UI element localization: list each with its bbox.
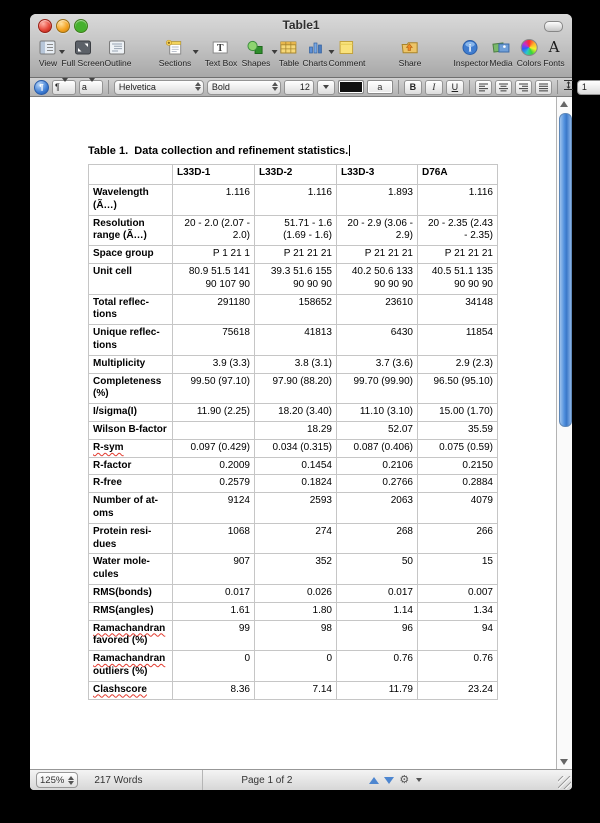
cell-value[interactable]: 1.14 [337, 602, 418, 620]
toolbar-fonts-button[interactable]: A Fonts [543, 38, 565, 68]
colors-icon [521, 38, 538, 57]
row-label[interactable]: Completeness (%) [89, 373, 173, 404]
cell-value[interactable]: 40.5 51.1 135 90 90 90 [418, 263, 498, 294]
cell-value[interactable]: 1.116 [418, 185, 498, 216]
cell-value[interactable]: 39.3 51.6 155 90 90 90 [255, 263, 337, 294]
bold-button[interactable]: B [404, 80, 422, 95]
toolbar-inspector-button[interactable]: i Inspector [454, 38, 489, 68]
table-row [89, 475, 498, 493]
table-row [89, 584, 498, 602]
table-row [89, 620, 498, 651]
align-right-icon [518, 82, 529, 92]
toolbar-charts-button[interactable]: Charts [302, 38, 327, 68]
cell-value[interactable]: 15 [418, 554, 498, 585]
cell-value[interactable]: 291180 [173, 294, 255, 325]
cell-value[interactable]: 3.7 (3.6) [337, 355, 418, 373]
cell-value[interactable]: 0.017 [337, 584, 418, 602]
cell-value[interactable]: 99.50 (97.10) [173, 373, 255, 404]
cell-value[interactable]: 0.026 [255, 584, 337, 602]
cell-value[interactable]: 1.61 [173, 602, 255, 620]
arrow-down-icon [560, 759, 568, 765]
align-left-button[interactable] [475, 80, 492, 95]
cell-value[interactable]: 18.29 [255, 421, 337, 439]
row-label[interactable]: Clashscore [89, 681, 173, 699]
column-header[interactable]: L33D-2 [255, 165, 337, 185]
stats-table-body [89, 185, 498, 700]
cell-value[interactable]: 2063 [337, 493, 418, 524]
fullscreen-icon [73, 38, 93, 57]
resize-grip[interactable] [558, 776, 571, 789]
fonts-icon: A [548, 38, 560, 56]
row-label[interactable]: Unique reflec-tions [89, 325, 173, 356]
toolbar-sections-button[interactable]: Sections [159, 38, 192, 68]
table-row [89, 493, 498, 524]
media-icon [491, 38, 511, 57]
toolbar-table-button[interactable]: Table [279, 38, 299, 68]
align-right-button[interactable] [515, 80, 532, 95]
titlebar[interactable] [30, 14, 572, 36]
svg-text:i: i [469, 43, 472, 55]
table-row [89, 439, 498, 457]
cell-value[interactable]: 0.097 (0.429) [173, 439, 255, 457]
scrollbar-thumb[interactable] [559, 113, 572, 427]
cell-value[interactable]: 20 - 2.0 (2.07 - 2.0) [173, 215, 255, 246]
cell-value[interactable]: 3.8 (3.1) [255, 355, 337, 373]
cell-value[interactable]: P 1 21 1 [173, 246, 255, 264]
cell-value[interactable]: 0.075 (0.59) [418, 439, 498, 457]
row-label[interactable]: R-free [89, 475, 173, 493]
cell-value[interactable]: 907 [173, 554, 255, 585]
column-header[interactable]: L33D-3 [337, 165, 418, 185]
status-bar [30, 769, 572, 790]
table-row [89, 185, 498, 216]
cell-value[interactable]: 96.50 (95.10) [418, 373, 498, 404]
cell-value[interactable]: 0.2009 [173, 457, 255, 475]
text-color-well[interactable] [338, 80, 364, 94]
toolbar-media-button[interactable]: Media [489, 38, 512, 68]
cell-value[interactable] [173, 421, 255, 439]
paragraph-styles-button[interactable]: ¶ [34, 80, 49, 95]
cell-value[interactable]: 0.2150 [418, 457, 498, 475]
row-label[interactable]: Multiplicity [89, 355, 173, 373]
cell-value[interactable]: 1.80 [255, 602, 337, 620]
table-row [89, 263, 498, 294]
cell-value[interactable]: 50 [337, 554, 418, 585]
cell-value[interactable]: 1.116 [255, 185, 337, 216]
cell-value[interactable]: 9124 [173, 493, 255, 524]
cell-value[interactable]: 1.893 [337, 185, 418, 216]
row-label[interactable]: Space group [89, 246, 173, 264]
line-spacing-icon [563, 78, 574, 96]
row-label[interactable]: Ramachandran favored (%) [89, 620, 173, 651]
gear-icon[interactable]: ⚙ [399, 773, 410, 786]
cell-value[interactable]: 20 - 2.9 (3.06 - 2.9) [337, 215, 418, 246]
cell-value[interactable]: 158652 [255, 294, 337, 325]
cell-value[interactable]: 11.79 [337, 681, 418, 699]
row-label[interactable]: I/sigma(I) [89, 404, 173, 422]
cell-value[interactable]: 8.36 [173, 681, 255, 699]
chevron-down-icon [323, 85, 329, 89]
table-header-row [89, 165, 498, 185]
underline-button[interactable]: U [446, 80, 464, 95]
stats-table [88, 164, 498, 700]
outline-icon [108, 38, 128, 57]
column-header[interactable]: L33D-1 [173, 165, 255, 185]
sections-icon [165, 38, 185, 57]
cell-value[interactable]: 266 [418, 523, 498, 554]
table-row [89, 457, 498, 475]
table-row [89, 523, 498, 554]
cell-value[interactable]: 0.007 [418, 584, 498, 602]
toolbar-comment-button[interactable]: Comment [329, 38, 366, 68]
toolbar-colors-button[interactable]: Colors [517, 38, 542, 68]
table-row [89, 373, 498, 404]
cell-value[interactable]: 11854 [418, 325, 498, 356]
cell-value[interactable]: 94 [418, 620, 498, 651]
pages-window [30, 14, 587, 790]
cell-value[interactable]: 274 [255, 523, 337, 554]
table-caption[interactable]: Table 1. Data collection and refinement statistics. [88, 145, 349, 157]
chevron-down-icon [62, 82, 73, 92]
cell-value[interactable]: 0.1824 [255, 475, 337, 493]
chevron-down-icon [416, 778, 422, 782]
font-family-select[interactable]: Helvetica [114, 80, 204, 95]
toolbar-view-button[interactable]: View [38, 38, 58, 68]
scroll-up-button[interactable] [557, 98, 571, 110]
row-label[interactable]: R-factor [89, 457, 173, 475]
chevron-down-icon [271, 50, 277, 54]
cell-value[interactable]: 52.07 [337, 421, 418, 439]
charts-icon [305, 38, 325, 57]
table-row [89, 404, 498, 422]
zoom-control[interactable]: 125% [36, 772, 78, 788]
cell-value[interactable]: 1.34 [418, 602, 498, 620]
toolbar-outline-button[interactable]: Outline [105, 38, 132, 68]
cell-value[interactable]: 34148 [418, 294, 498, 325]
svg-text:T: T [217, 43, 224, 54]
row-label[interactable]: Ramachandran outliers (%) [89, 651, 173, 682]
table-row [89, 602, 498, 620]
align-justify-button[interactable] [535, 80, 552, 95]
toolbar-shapes-button[interactable]: Shapes [242, 38, 271, 68]
stepper-icon [195, 82, 201, 91]
inspector-icon [461, 38, 481, 57]
cell-value[interactable]: 80.9 51.5 141 90 107 90 [173, 263, 255, 294]
cell-value[interactable]: 1068 [173, 523, 255, 554]
font-style-select[interactable]: Bold [207, 80, 281, 95]
align-center-button[interactable] [495, 80, 512, 95]
format-bar [30, 78, 587, 97]
font-size-input[interactable]: 12 [284, 80, 314, 95]
chevron-down-icon [89, 82, 100, 92]
cell-value[interactable]: 0.1454 [255, 457, 337, 475]
cell-value[interactable]: 0.2766 [337, 475, 418, 493]
row-label[interactable]: Total reflec-tions [89, 294, 173, 325]
cell-value[interactable]: 40.2 50.6 133 90 90 90 [337, 263, 418, 294]
cell-value[interactable]: 7.14 [255, 681, 337, 699]
vertical-scrollbar[interactable] [556, 97, 572, 769]
font-size-dropdown[interactable] [317, 80, 335, 95]
comment-icon [337, 38, 357, 57]
align-left-icon [478, 82, 489, 92]
cell-value[interactable]: 41813 [255, 325, 337, 356]
row-label[interactable]: RMS(bonds) [89, 584, 173, 602]
view-icon [38, 38, 58, 57]
cell-value[interactable]: 0.2106 [337, 457, 418, 475]
cell-value[interactable]: 51.71 - 1.6 (1.69 - 1.6) [255, 215, 337, 246]
table-row [89, 294, 498, 325]
text-cursor [349, 145, 350, 156]
cell-value[interactable]: 15.00 (1.70) [418, 404, 498, 422]
row-label[interactable]: Number of at-oms [89, 493, 173, 524]
arrow-up-icon [560, 101, 568, 107]
row-label[interactable]: Unit cell [89, 263, 173, 294]
align-center-icon [498, 82, 509, 92]
cell-value[interactable]: 97.90 (88.20) [255, 373, 337, 404]
cell-value[interactable]: 4079 [418, 493, 498, 524]
cell-value[interactable]: 11.90 (2.25) [173, 404, 255, 422]
cell-value[interactable]: 0.76 [418, 651, 498, 682]
cell-value[interactable]: P 21 21 21 [337, 246, 418, 264]
cell-value[interactable]: 35.59 [418, 421, 498, 439]
cell-value[interactable]: 20 - 2.35 (2.43 - 2.35) [418, 215, 498, 246]
row-label[interactable]: RMS(angles) [89, 602, 173, 620]
toolbar [30, 36, 572, 77]
share-icon [400, 38, 420, 57]
table-icon [279, 38, 299, 57]
document-page[interactable] [30, 97, 556, 769]
window-title: Table1 [282, 18, 320, 32]
cell-value[interactable]: 75618 [173, 325, 255, 356]
cell-value[interactable]: 0 [255, 651, 337, 682]
cell-value[interactable]: 0 [173, 651, 255, 682]
cell-value[interactable]: 1.116 [173, 185, 255, 216]
toolbar-share-button[interactable]: Share [399, 38, 422, 68]
cell-value[interactable]: 0.2579 [173, 475, 255, 493]
word-count[interactable]: 217 Words [86, 770, 203, 790]
stepper-icon [272, 82, 278, 91]
table-row [89, 681, 498, 699]
cell-value[interactable]: 23610 [337, 294, 418, 325]
cell-value[interactable]: 96 [337, 620, 418, 651]
cell-value[interactable]: 3.9 (3.3) [173, 355, 255, 373]
cell-value[interactable]: 0.034 (0.315) [255, 439, 337, 457]
cell-value[interactable]: 0.76 [337, 651, 418, 682]
table-row [89, 554, 498, 585]
cell-value[interactable]: 0.2884 [418, 475, 498, 493]
content-area [30, 97, 572, 769]
cell-value[interactable]: 98 [255, 620, 337, 651]
table-row [89, 651, 498, 682]
cell-value[interactable]: 0.017 [173, 584, 255, 602]
row-label[interactable]: Wavelength (Ã…) [89, 185, 173, 216]
cell-value[interactable]: P 21 21 21 [418, 246, 498, 264]
scroll-down-button[interactable] [557, 756, 571, 768]
cell-value[interactable]: 18.20 (3.40) [255, 404, 337, 422]
row-label[interactable]: Wilson B-factor [89, 421, 173, 439]
table-row [89, 215, 498, 246]
cell-value[interactable]: 0.087 (0.406) [337, 439, 418, 457]
chevron-down-icon [192, 50, 198, 54]
cell-value[interactable]: 268 [337, 523, 418, 554]
cell-value[interactable]: 2593 [255, 493, 337, 524]
toolbar-fullscreen-button[interactable]: Full Screen [62, 38, 105, 68]
cell-value[interactable]: 6430 [337, 325, 418, 356]
cell-value[interactable]: 23.24 [418, 681, 498, 699]
table-row [89, 246, 498, 264]
paragraph-style-dropdown[interactable]: ¶ [52, 80, 76, 95]
row-label[interactable]: R-sym [89, 439, 173, 457]
cell-value[interactable]: 2.9 (2.3) [418, 355, 498, 373]
previous-page-button[interactable] [369, 777, 379, 784]
cell-value[interactable]: 352 [255, 554, 337, 585]
column-header[interactable] [89, 165, 173, 185]
align-justify-icon [538, 82, 549, 92]
italic-button[interactable]: I [425, 80, 443, 95]
column-header[interactable]: D76A [418, 165, 498, 185]
row-label[interactable]: Resolution range (Ã…) [89, 215, 173, 246]
window-chrome [30, 14, 572, 78]
table-row [89, 325, 498, 356]
cell-value[interactable]: 99.70 (99.90) [337, 373, 418, 404]
table-row [89, 421, 498, 439]
toolbar-toggle-button[interactable] [544, 21, 563, 32]
page-indicator: Page 1 of 2 [241, 774, 293, 786]
background-color-well[interactable]: a [367, 80, 393, 94]
character-style-dropdown[interactable]: a [79, 80, 103, 95]
cell-value[interactable]: P 21 21 21 [255, 246, 337, 264]
cell-value[interactable]: 99 [173, 620, 255, 651]
line-spacing-select[interactable]: 1 [577, 80, 600, 95]
table-row [89, 355, 498, 373]
toolbar-textbox-button[interactable]: T Text Box [205, 38, 238, 68]
stepper-icon [68, 776, 74, 785]
row-label[interactable]: Water mole-cules [89, 554, 173, 585]
next-page-button[interactable] [384, 777, 394, 784]
row-label[interactable]: Protein resi-dues [89, 523, 173, 554]
shapes-icon [246, 38, 266, 57]
text-box-icon [211, 38, 231, 57]
cell-value[interactable]: 11.10 (3.10) [337, 404, 418, 422]
